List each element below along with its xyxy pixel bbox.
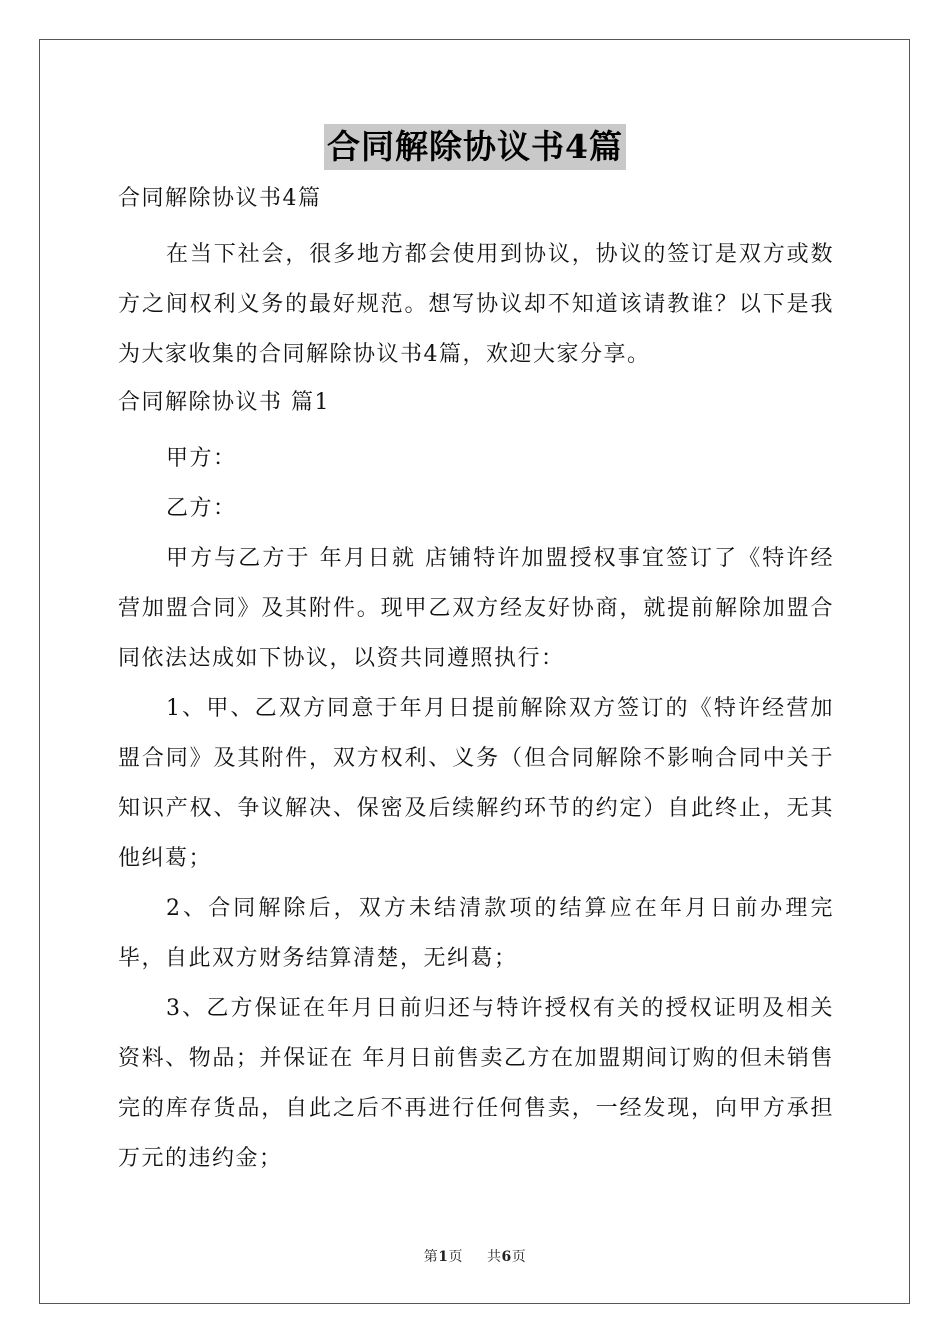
title-wrap [0,124,950,170]
document-title: 合同解除协议书4篇 [324,124,626,170]
total-pages: 6 [501,1249,512,1265]
page-footer [0,1246,950,1266]
section-heading: 合同解除协议书 篇1 [118,390,330,415]
clause-paragraph: 1、甲、乙双方同意于年月日提前解除双方签订的《特许经营加盟合同》及其附件，双方权利、义务（但合同解除不影响合同中关于知识产权、争议解决、保密及后续解约环节的约定）自此终止，无其他纠葛； [118,696,834,871]
page-prefix: 第 [423,1249,439,1265]
total-prefix: 共 [486,1249,502,1265]
document-body [118,180,834,1184]
party-b-label: 乙方： [166,496,237,521]
document-subtitle: 合同解除协议书4篇 [118,186,322,211]
total-suffix: 页 [511,1249,527,1265]
clause-paragraph: 3、乙方保证在年月日前归还与特许授权有关的授权证明及相关资料、物品；并保证在 年月日前售卖乙方在加盟期间订购的但未销售完的库存货品，自此之后不再进行任何售卖，一经发现，向甲方承担 万元的违约金； [118,996,834,1171]
page-suffix: 页 [448,1249,464,1265]
clause-paragraph: 甲方与乙方于 年月日就 店铺特许加盟授权事宜签订了《特许经营加盟合同》及其附件。现甲乙双方经友好协商，就提前解除加盟合同依法达成如下协议，以资共同遵照执行： [118,546,834,671]
party-a-label: 甲方： [166,446,237,471]
intro-paragraph: 在当下社会，很多地方都会使用到协议，协议的签订是双方或数方之间权利义务的最好规范。想写协议却不知道该请教谁？以下是我为大家收集的合同解除协议书4篇，欢迎大家分享。 [118,242,834,367]
page-number: 1 [438,1249,449,1265]
clause-paragraph: 2、合同解除后，双方未结清款项的结算应在年月日前办理完毕，自此双方财务结算清楚，无纠葛； [118,896,834,971]
